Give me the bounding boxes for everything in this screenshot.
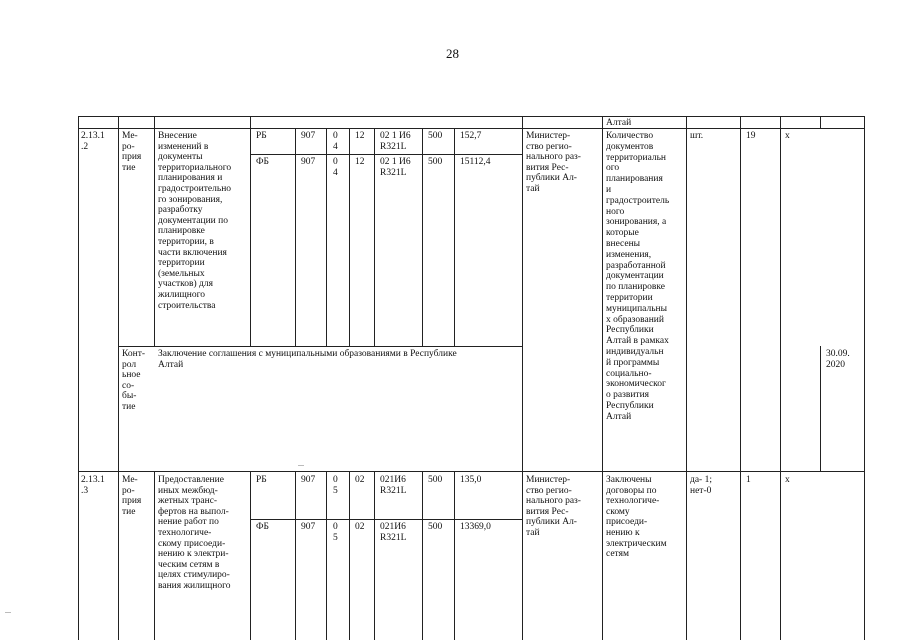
funding-source: РБ (256, 131, 267, 141)
amount: 135,0 (460, 475, 482, 485)
table-line (349, 128, 350, 347)
csr-code: 021И6 R321L (380, 475, 407, 496)
table-line (422, 471, 423, 640)
grbs-code: 907 (301, 131, 316, 141)
control-event-type: Конт- рол ьное со- бы- тие (122, 349, 146, 412)
prev-continuation: Алтай (606, 118, 632, 128)
table-line (422, 128, 423, 347)
table-line (78, 128, 864, 129)
rz-code: 0 5 (333, 522, 338, 543)
grbs-code: 907 (301, 475, 316, 485)
table-line (118, 116, 119, 640)
table-line (820, 116, 821, 128)
unit: шт. (690, 131, 704, 141)
scan-mark (5, 612, 11, 613)
csr-code: 02 1 И6 R321L (380, 131, 411, 152)
table-line (250, 116, 251, 347)
table-line (864, 116, 865, 640)
grbs-code: 907 (301, 157, 316, 167)
rz-code: 0 4 (333, 131, 338, 152)
indicator: Заключены договоры по технологиче- скому присоеди- нению к электрическим сетям (606, 475, 667, 560)
vr-code: 500 (428, 522, 443, 532)
executor: Министер- ство регио- нального раз- вития Рес- публики Ал- тай (526, 131, 581, 194)
table-line (250, 471, 251, 640)
table-line (374, 128, 375, 347)
pr-code: 02 (355, 475, 365, 485)
scan-mark (298, 465, 304, 466)
funding-source: РБ (256, 475, 267, 485)
table-line (154, 471, 155, 640)
vr-code: 500 (428, 157, 443, 167)
amount: 13369,0 (460, 522, 491, 532)
rz-code: 0 5 (333, 475, 338, 496)
table-line (740, 116, 741, 640)
table-line (154, 116, 155, 347)
table-line (349, 471, 350, 640)
vr-code: 500 (428, 475, 443, 485)
table-line (326, 128, 327, 347)
table-line (522, 116, 523, 640)
table-line (780, 116, 781, 640)
table-line (118, 346, 523, 347)
target-value: 19 (746, 131, 756, 141)
table-line (295, 128, 296, 347)
table-line (326, 471, 327, 640)
mark: х (785, 475, 790, 485)
row-type: Ме- ро- прия тие (122, 131, 142, 173)
table-line (78, 116, 79, 640)
activity-name: Внесение изменений в документы территориального планирования и градостроительно го зонирования, разработку документации по планировке территории, в части включения территории (земельных участков) для жилищного строительства (158, 131, 232, 311)
row-type: Ме- ро- прия тие (122, 475, 142, 517)
table-line (820, 346, 821, 472)
executor: Министер- ство регио- нального раз- вития Рес- публики Ал- тай (526, 475, 581, 538)
table-line (454, 128, 455, 347)
table-line (250, 519, 522, 520)
indicator: Количество документов территориальн ого планирования и градостроитель ного зонирования, а которые внесены изменения, разработанной документации по планировке территории муниципальны х образований Республики Алтай в рамках индивидуальн й программы социально- экономическог о развития Республики Алтай (606, 131, 670, 422)
funding-source: ФБ (256, 522, 269, 532)
vr-code: 500 (428, 131, 443, 141)
control-event-date: 30.09. 2020 (826, 349, 850, 370)
page-number: 28 (446, 46, 459, 61)
amount: 15112,4 (460, 157, 491, 167)
table-line (686, 116, 687, 640)
target-value: 1 (746, 475, 751, 485)
table-border-top (78, 116, 864, 117)
rz-code: 0 4 (333, 157, 338, 178)
activity-name: Предоставление иных межбюд- жетных транс- фертов на выпол- нение работ по технологиче- скому присоеди- нению к электри- ческим сетям в целях стимулиро- вания жилищного (158, 475, 231, 591)
amount: 152,7 (460, 131, 482, 141)
table-line (602, 116, 603, 640)
csr-code: 02 1 И6 R321L (380, 157, 411, 178)
table-line (250, 154, 522, 155)
unit: да- 1; нет-0 (690, 475, 712, 496)
table-line (374, 471, 375, 640)
pr-code: 12 (355, 131, 365, 141)
row-number: 2.13.1 .3 (81, 475, 105, 496)
pr-code: 02 (355, 522, 365, 532)
funding-source: ФБ (256, 157, 269, 167)
mark: х (785, 131, 790, 141)
table-line (295, 471, 296, 640)
table-line (454, 471, 455, 640)
grbs-code: 907 (301, 522, 316, 532)
table-line (78, 471, 864, 472)
pr-code: 12 (355, 157, 365, 167)
row-number: 2.13.1 .2 (81, 131, 105, 152)
csr-code: 021И6 R321L (380, 522, 407, 543)
control-event-text: Заключение соглашения с муниципальными образованиями в Республике Алтай (158, 349, 457, 370)
